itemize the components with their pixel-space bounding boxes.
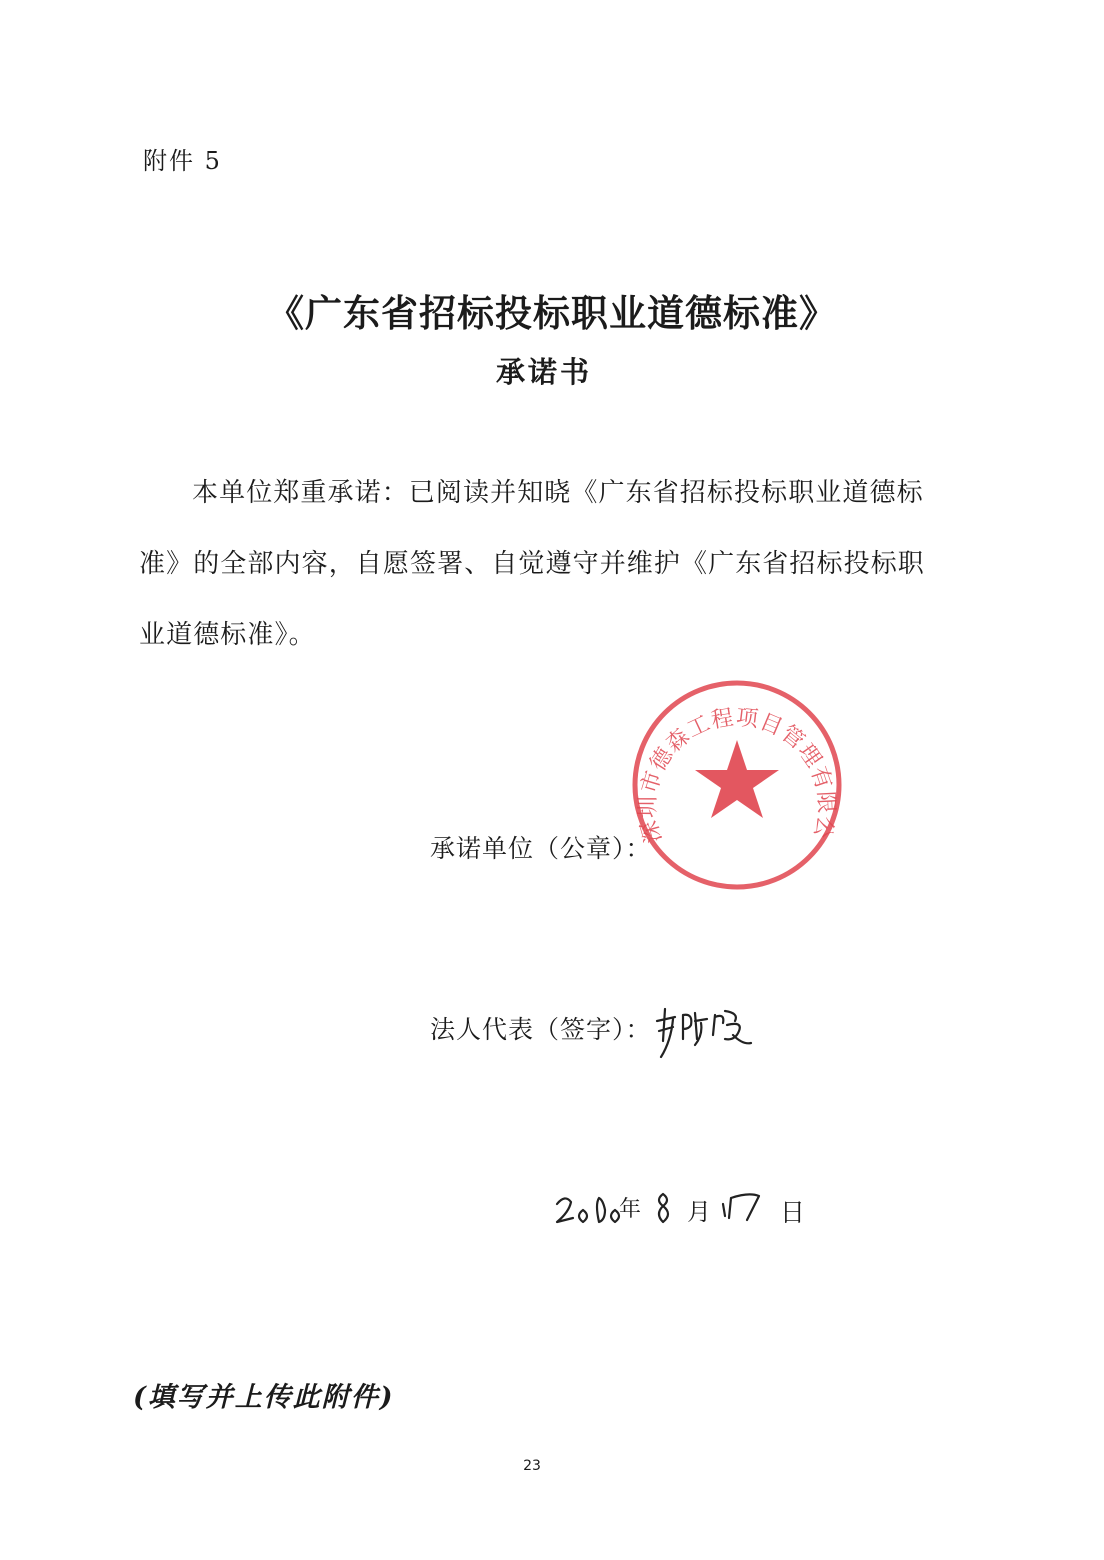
attachment-label: 附件 5 [143,147,222,175]
page-number: 23 [523,1458,541,1474]
handwritten-date [553,1188,788,1233]
fill-instruction-note: (填写并上传此附件) [133,1382,395,1413]
company-seal [610,651,852,900]
date-day-char: 日 [780,1198,806,1227]
legal-representative-label: 法人代表（签字）： [430,1015,652,1044]
body-line-3: 业道德标准》。 [139,620,316,650]
body-line-1: 本单位郑重承诺：已阅读并知晓《广东省招标投标职业道德标 [192,478,924,508]
seal-text: 深圳市德森工程项目管理有限公司 [610,651,839,846]
handwritten-signature [653,1005,763,1065]
commitment-unit-label: 承诺单位（公章）： [430,834,652,863]
date-month-char: 月 [687,1198,711,1226]
body-line-2: 准》的全部内容，自愿签署、自觉遵守并维护《广东省招标投标职 [139,549,925,579]
seal-star-icon [695,740,779,818]
svg-text:深圳市德森工程项目管理有限公司 [610,651,838,846]
document-subtitle: 承诺书 [495,355,592,389]
date-year-char: 年 [619,1197,642,1222]
document-title: 《广东省招标投标职业道德标准》 [267,292,837,335]
